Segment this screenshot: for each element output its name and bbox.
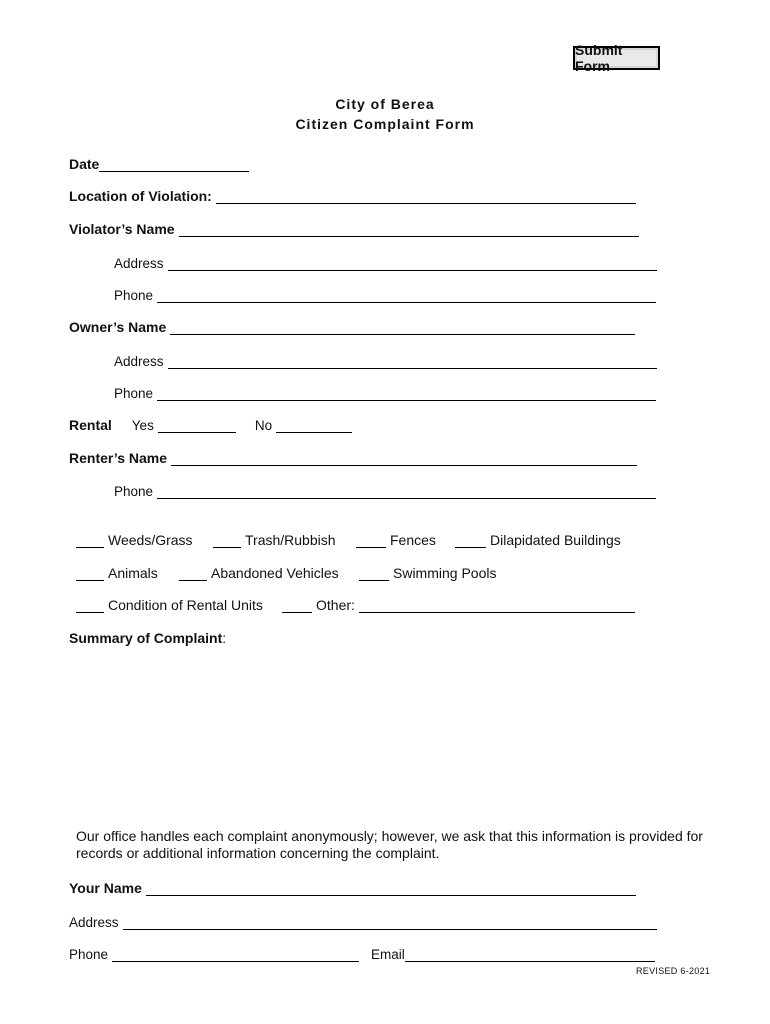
- category-dilapidated-blank[interactable]: [455, 533, 486, 548]
- rental-no-label: No: [254, 418, 273, 433]
- category-other-label: Other:: [316, 597, 355, 613]
- your-address-label: Address: [69, 915, 119, 930]
- owner-address-row: [114, 349, 657, 369]
- category-rental-units: [76, 593, 263, 613]
- category-dilapidated-label: Dilapidated Buildings: [490, 532, 621, 548]
- owner-name-label: Owner’s Name: [69, 319, 167, 335]
- category-vehicles: [179, 561, 339, 581]
- renter-phone-label: Phone: [114, 484, 154, 499]
- violator-address-row: [114, 251, 657, 271]
- owner-address-field[interactable]: [168, 354, 657, 369]
- date-field[interactable]: [99, 157, 249, 172]
- category-pools-label: Swimming Pools: [393, 565, 497, 581]
- summary-textarea[interactable]: [69, 650, 699, 815]
- violator-phone-row: [114, 283, 656, 303]
- date-label: Date: [69, 156, 100, 172]
- violator-phone-label: Phone: [114, 288, 154, 303]
- category-weeds-blank[interactable]: [76, 533, 104, 548]
- renter-name-label: Renter’s Name: [69, 450, 168, 466]
- form-title: Citizen Complaint Form: [295, 116, 475, 132]
- category-pools: [359, 561, 496, 581]
- your-phone-label: Phone: [69, 947, 109, 962]
- category-trash-label: Trash/Rubbish: [245, 532, 336, 548]
- owner-phone-field[interactable]: [157, 386, 656, 401]
- owner-phone-row: [114, 381, 656, 401]
- rental-yes-field[interactable]: [158, 418, 236, 433]
- owner-address-label: Address: [114, 354, 164, 369]
- revision-note: REVISED 6-2021: [636, 966, 711, 976]
- category-rental-units-label: Condition of Rental Units: [108, 597, 263, 613]
- renter-name-row: [69, 446, 637, 466]
- location-field[interactable]: [216, 189, 636, 204]
- category-vehicles-label: Abandoned Vehicles: [211, 565, 339, 581]
- category-trash: [213, 528, 336, 548]
- violator-name-field[interactable]: [179, 222, 639, 237]
- rental-label: Rental: [69, 417, 112, 433]
- category-vehicles-blank[interactable]: [179, 566, 207, 581]
- category-animals-label: Animals: [108, 565, 158, 581]
- category-weeds: [76, 528, 193, 548]
- your-address-field[interactable]: [123, 915, 657, 930]
- your-email-label: Email: [371, 947, 405, 962]
- your-email-field[interactable]: [405, 947, 655, 962]
- owner-name-field[interactable]: [170, 320, 635, 335]
- your-phone-field[interactable]: [112, 947, 359, 962]
- category-fences-label: Fences: [390, 532, 436, 548]
- category-rental-units-blank[interactable]: [76, 598, 104, 613]
- category-other-blank[interactable]: [282, 598, 312, 613]
- owner-name-row: [69, 315, 635, 335]
- rental-row: [69, 413, 352, 433]
- category-fences-blank[interactable]: [356, 533, 386, 548]
- your-phone-row: [69, 942, 655, 962]
- category-fences: [356, 528, 436, 548]
- category-other: [282, 593, 635, 613]
- violator-phone-field[interactable]: [157, 288, 656, 303]
- rental-no-field[interactable]: [276, 418, 352, 433]
- violator-name-label: Violator’s Name: [69, 221, 175, 237]
- category-dilapidated: [455, 528, 621, 548]
- anonymity-note: Our office handles each complaint anonymously; however, we ask that this information is provided for records or additional information concerning the complaint.: [76, 828, 703, 861]
- rental-yes-label: Yes: [131, 418, 154, 433]
- category-weeds-label: Weeds/Grass: [108, 532, 193, 548]
- summary-colon: :: [222, 630, 227, 646]
- renter-phone-field[interactable]: [157, 484, 656, 499]
- submit-form-button[interactable]: Submit Form: [573, 46, 660, 70]
- category-trash-blank[interactable]: [213, 533, 241, 548]
- violator-name-row: [69, 217, 639, 237]
- violator-address-field[interactable]: [168, 256, 657, 271]
- owner-phone-label: Phone: [114, 386, 154, 401]
- your-name-field[interactable]: [146, 881, 636, 896]
- summary-label: Summary of Complaint: [69, 630, 223, 646]
- your-name-label: Your Name: [69, 880, 142, 896]
- summary-row: [69, 626, 226, 646]
- date-row: [69, 152, 249, 172]
- renter-name-field[interactable]: [171, 451, 637, 466]
- category-animals-blank[interactable]: [76, 566, 104, 581]
- location-label: Location of Violation:: [69, 188, 212, 204]
- category-pools-blank[interactable]: [359, 566, 389, 581]
- location-row: [69, 184, 636, 204]
- form-title-city: City of Berea: [335, 96, 435, 112]
- renter-phone-row: [114, 479, 656, 499]
- your-name-row: [69, 876, 636, 896]
- category-animals: [76, 561, 158, 581]
- your-address-row: [69, 910, 657, 930]
- category-other-field[interactable]: [359, 598, 635, 613]
- violator-address-label: Address: [114, 256, 164, 271]
